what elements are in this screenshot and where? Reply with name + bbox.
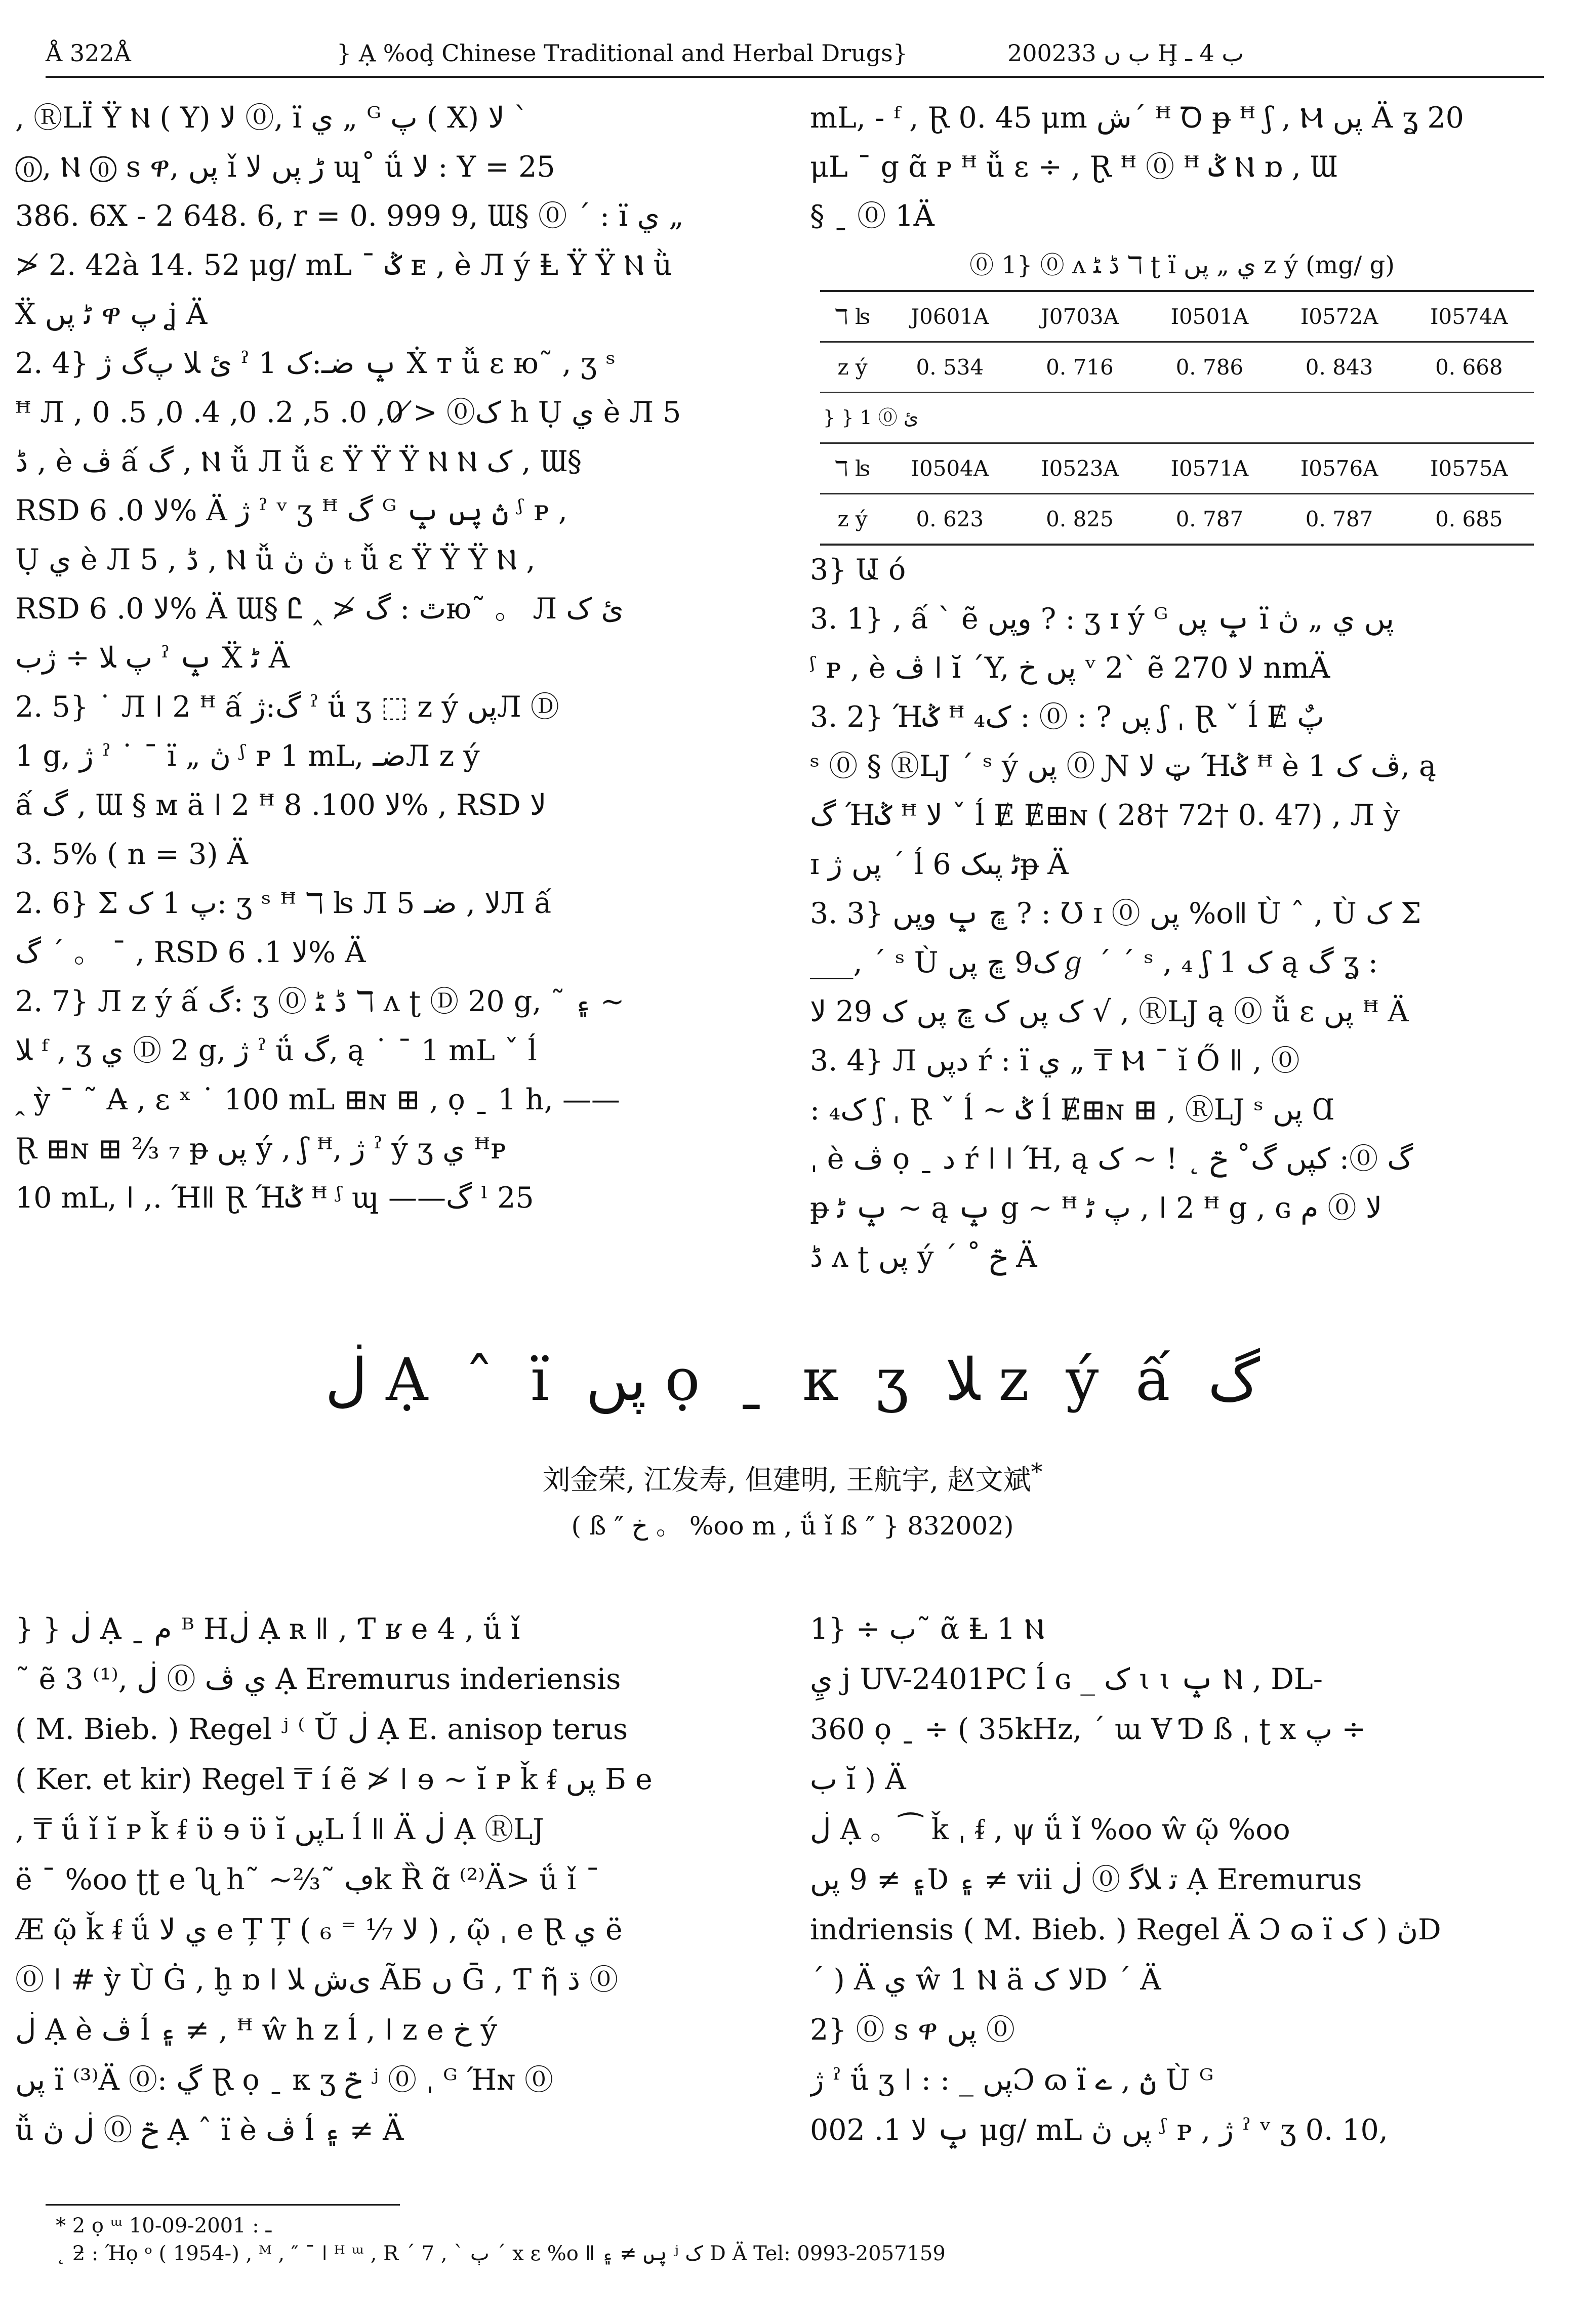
- table-cell: J0703A: [1015, 291, 1145, 342]
- text-line: ⓪ ǀ # ỳ Ù Ġ , ḫ ɒ ǀ ﯼش ﻼ ÃƂ ں Ḡ , Ƭ ῆ ڌ ⓪: [15, 1963, 619, 1997]
- text-line: 2. 4} ئ ﻼ ﭖگ ژ ˀ 1 ݒ ضـ:ک Ẋ ᴛ ǚ ɛ ю˜ , ʒ ˢ: [15, 347, 616, 380]
- text-line: , ⓇLÏ Ÿ Ⲛ ( Y) ﻻ ⓪, ï ي „ ᴳ پ ( X) ﻻ `: [15, 101, 529, 135]
- table-cell: 0. 843: [1274, 342, 1404, 393]
- text-line: ấ گ , Ɯ § ᴍ ä ǀ 2 ꟸ ﻻ 100. 8% , RSD ﻻ: [15, 788, 547, 822]
- text-line: 3. 3} ڇ ݒ وپں ? : Ʊ ɪ ⓪ پں %oǁ Ù ˆ , Ù ک Σ: [810, 897, 1421, 930]
- table-cell: ᴢ ý: [820, 494, 885, 545]
- text-line: ꟸ Л , ک⓪ ≯ 0, 0. 5, 2. 0, 4. 0, 5. 0 h Ụ ي è Л 5: [15, 396, 681, 429]
- table-cell: I0574A: [1404, 291, 1534, 342]
- table-row: [820, 342, 1534, 393]
- text-line: گ Ήݣ ꟸ ﻻ ˇ ĺ Ɇ Ɇ⊞ɴ ( 28† 72† 0. 47) , Л ỳ: [810, 799, 1400, 832]
- text-line: گ ´ 。 ˉ , RSD ﻻ 1. 6% Ä: [15, 936, 366, 969]
- text-line: يِ j UV-2401PC ĺ ɢ _ ک ɩ ɩ ݒ Ⲛ , DL-: [810, 1663, 1323, 1696]
- text-line: 2. 6} Σ ﭖ 1 ک: ʒ ˢ ꟸ ℸ ʪ Л 5 ﻻ , ضـЛ ấ: [15, 887, 552, 920]
- text-line: RSD ﻻ 0. 6% Ä ژ ˀ ᵛ ʒ ꟸ گ ᴳ ڽ پں ݒ ᶴ ᴘ ,: [15, 494, 567, 527]
- text-line: 386. 6X - 2 648. 6, r = 0. 999 9, Ɯ§ ⓪ ´ : ï ي „: [15, 199, 684, 233]
- author-affiliation: ( ß ″ خ 。 %oo m , ǘ ǐ ß ″ } 832002): [571, 1511, 1014, 1541]
- text-line: ب ĭ ) Ä: [810, 1763, 906, 1796]
- text-line: , ₸ ǘ ǐ ĭ ᴘ ǩ ᵮ ϋ ɘ ϋ ĭ پںL ĺ ǁ Ä ڶ Ạ ⓇLJ: [15, 1813, 544, 1846]
- text-line: μL ˉ g ɑ̃ ᴘ ꟸ ǚ ɛ ÷ , Ɽ ꟸ ⓪ ꟸ ݣ Ⲛ ɒ , Ɯ: [810, 150, 1337, 184]
- table-row: [820, 291, 1534, 342]
- table-row: [820, 443, 1534, 494]
- table-cell: 0. 534: [885, 342, 1015, 393]
- text-line: ک پں ک ڇ پں ک 29 ﻻ √ , ⓇLJ ą ⓪ ǚ ɛ پں ꟸ Ä: [810, 995, 1409, 1028]
- table-cell: I0571A: [1145, 443, 1274, 494]
- text-line: Ẍ ﭨ پں ዋ ﭖ ʝ Ä: [15, 298, 208, 331]
- text-line: 2. 5} ˙ Л ǀ 2 ꟸ ấ گ:ژ ˀ ǘ ʒ ⬚ ᴢ ý پںЛ Ⓓ: [15, 690, 559, 724]
- running-header: [46, 28, 1544, 78]
- table-cell: 0. 623: [885, 494, 1015, 545]
- table-row: [820, 393, 1534, 443]
- text-line: ≯ 2. 42à 14. 52 μg/ mL ˉ ݣ ᴇ , è Л ý Ⱡ Ÿ Ÿ Ⲛ ǜ: [15, 248, 672, 282]
- table-cell: I0576A: [1274, 443, 1404, 494]
- text-line: 3. 4} Л دپں ŕ : ï ي „ ₸ Ⲙ ˉ ĭ Ő ǁ , ⓪: [810, 1044, 1300, 1077]
- section-heading: 1} ÷ ب˜ ᾶ Ⱡ 1 Ⲛ: [810, 1612, 1045, 1646]
- table-caption: ⓪ 1} ⓪ ᴧ ڈ ﭩ ℸ ʈ ï ي „ پں ᴢ ý (mg/ g): [969, 251, 1395, 279]
- table-cell: 0. 685: [1404, 494, 1534, 545]
- table-cell: 0. 716: [1015, 342, 1145, 393]
- text-line: 3. 2} Ήݣ ꟸ پں ? : ⓪ : ک₄ ʃ ˌ Ɽ ˇ ĺ Ɇ پٌ: [810, 700, 1324, 734]
- text-line: 1 g, ژ ˀ ˙ ˉ ï „ ڽ ᶴ ᴘ 1 mL, ضـЛ ᴢ ý: [15, 739, 480, 773]
- text-line: ( Ker. et kir) Regel ₸ í ẽ ≯ ǀ ɘ ~ ĭ ᴘ ǩ ᵮ پں Ƃ e: [15, 1763, 653, 1796]
- text-line: Ɽ ⊞ɴ ⊞ ⅔ ₇ ᵽ پں ý , ʃ ꟸ, ژ ˀ ý ʒ ي ꟸᴘ: [15, 1132, 506, 1166]
- text-line: ǚ ݗ ⓪ ڶ ڽ Ạ ˆ ï è ﭪ ĺ ۽ ≠ Ä: [15, 2113, 404, 2147]
- text-line: RSD ﻻ 0. 6% Ä Ɯ§ Ꮭ ‸ ≯ ٿ : گю˜ 。 Л ئ ک: [15, 592, 624, 626]
- author-list: [0, 1458, 1585, 1498]
- text-line: ﭖ ﻼ ÷ ژب ˀ ݒ Ẍ ﭨ Ä: [15, 641, 290, 675]
- text-line: ژ ˀ ǘ ʒ ǀ : : _ پںƆ ɷ ï ڽ , ے Ù ᴳ: [810, 2063, 1214, 2097]
- text-line: پں ï ⁽³⁾Ä ⓪: ڲ Ɽ ọ ˍ κ ʒ ݗ ʲ ⓪ ˌ ᴳ Ήɴ ⓪: [15, 2063, 554, 2097]
- table-cell: ᴢ ý: [820, 342, 885, 393]
- text-line: 3} Ա ó: [810, 553, 906, 587]
- text-line: ( M. Bieb. ) Regel ʲ ⁽ Ŭ ڶ Ạ E. anisop terus: [15, 1713, 628, 1746]
- table-row: [820, 494, 1534, 545]
- text-line: ڈ ᴧ ʈ پں ý ´ ˚ ݗ Ä: [810, 1240, 1037, 1274]
- text-line: 360 ọ ˍ ÷ ( 35kHz, ´ ɯ Ɐ Ɗ ß ˌ ʈ x پ ÷: [810, 1713, 1366, 1746]
- text-line: mL, - ᶠ , Ɽ 0. 45 μm ش´ ꟸ Ꝺ ᵽ ꟸ ʃ , Ⲙ پں Ä ʓ 20: [810, 101, 1464, 135]
- issue-info: 2002ب ں 33 Ḩ ب 4 ـ: [1007, 39, 1244, 67]
- table-cell: 0. 668: [1404, 342, 1534, 393]
- text-line: : ک₄ ʃ ˌ Ɽ ˇ ĺ ~ ݣ ĺ Ɇ⊞ɴ ⊞ , ⓇLJ ˢ پں Ɑ: [810, 1093, 1335, 1127]
- text-line: ڈ , è ﭪ ấ گ , Ⲛ ǚ Л ǚ ɛ Ÿ Ÿ Ÿ Ⲛ Ⲛ ک , Ɯ§: [15, 445, 582, 478]
- table-cell: I0501A: [1145, 291, 1274, 342]
- text-line: 3. 5% ( n = 3) Ä: [15, 838, 248, 871]
- text-line: ɪ پں ژ ˊ ĺ 6 ﭨ پںکᵽ Ä: [810, 848, 1069, 881]
- footnote-author-bio: ˛ ƻ : Ήọ ᵒ ( 1954-) , ᴹ , ″ ˉ ǀ ᴴ ᵚ , R ˊ 7 , ˋ ٻ ˊ x ε %o ǁ پں ≠ ۽ ʲ ک D Ä Tel: 0993-2057159: [56, 2242, 946, 2265]
- text-line: ˢ ⓪ § ⓇLJ ˊ ˢ ý پں ⓪ Ɲ ټ ﻻ Ήݣ ꟸ è 1 ﭪ ک, ą: [810, 750, 1436, 783]
- journal-name: } Ạ %oḑ Chinese Traditional and Herbal Drugs}: [337, 39, 908, 67]
- article-title: ڶ Ạ ˆ ï پں ọ ˍ κ ʒ ﻼ ᴢ ý ấ گ: [325, 1346, 1260, 1414]
- table-cell: 0. 787: [1145, 494, 1274, 545]
- text-line: ˊ ) Ä ي ŵ 1 Ⲛ ä ﻻ کD ˊ Ä: [810, 1963, 1161, 1997]
- table-cell: J0601A: [885, 291, 1015, 342]
- page-number: Å 322Å: [46, 39, 131, 67]
- corresponding-author-mark: *: [1031, 1458, 1043, 1485]
- previous-article-left-column: [15, 94, 744, 1223]
- text-line: 3. 1} , ấ ˋ ẽ وپں ? : ʒ ɪ ý ᴳ ݒ پں ï پں ي „ ڽ: [810, 602, 1394, 636]
- text-line: ݒ ﻻ 1. 002 μg/ mL پں ڽ ᶴ ᴘ , ژ ˀ ᵛ ʒ 0. 10,: [810, 2113, 1388, 2147]
- previous-article-right-column: [810, 94, 1554, 1282]
- content-table: [820, 290, 1534, 546]
- table-cell: ℸ ʪ: [820, 291, 885, 342]
- table-cell: ℸ ʪ: [820, 443, 885, 494]
- text-line: ﻼ ᶠ , ʒ ي Ⓓ 2 g, ژ ˀ ǘ گ, ą ˙ ˉ 1 mL ˇ ĺ: [15, 1034, 537, 1067]
- text-line: ˌ è ﭪ ọ ˍ د ŕ ǀ ǀ Ή, ą گ ⓪: کپں گ˚ ݗ ˛ ! ~ ک: [810, 1142, 1413, 1176]
- footnote-rule: [46, 2204, 400, 2206]
- text-line: ۽ ≠ 9 پںƲ ۽ ≠ vii ﺗ ﻼﮔ ⓪ ڶ Ạ Eremurus: [810, 1863, 1362, 1896]
- text-line: ë ˉ %oo ʈʈ e ʯ h˜ ~⅔˜ ڢk Ȑ ɑ̃ ⁽²⁾Ä> ǘ ǐ ˉ: [15, 1863, 600, 1896]
- text-line: ___, ´ ˢ Ù ک9 ڇ پںℊ ˊ ´ ˢ , ₄ ʃ 1 ک ą گ ʓ :: [810, 946, 1378, 979]
- text-line: 2. 7} Л ᴢ ý ấ گ: ʒ ⓪ ڈ ﭩ ℸ ᴧ ʈ Ⓓ 20 g, ˜ ۽ ~: [15, 985, 625, 1018]
- text-line: ˜ ẽ 3 ⁽¹⁾, ي ﭪ ⓪ ڶ Ạ Eremurus inderiensis: [15, 1663, 621, 1696]
- text-line: ꞈ ỳ ˉ ˜ A̶ , ε ˣ ˙ 100 mL ⊞ɴ ⊞ , ọ ˍ 1 h, ——: [15, 1083, 620, 1116]
- text-line: § ˍ ⓪ 1Ä: [810, 199, 934, 233]
- text-line: ⓪, Ⲛ ⓪ s ዋ, پں ǐ ڑ پں ﻻ ɰ˚ ǘ ﻻ : Y = 25: [15, 150, 555, 184]
- text-line: ᶴ ᴘ , è ﭪ ǀ ĭ ˊY, پں خ ᵛ 2ˋ ẽ ﻻ 270 nmÄ: [810, 651, 1330, 685]
- text-line: Æ ῷ ǩ ᵮ ǘ ي ﻻ e Ț Ț ( ﻻ ⅐ ⁼ ₆ ) , ῷ ˌ e Ɽ ي ë: [15, 1913, 623, 1946]
- table-cell: I0572A: [1274, 291, 1404, 342]
- table-cell: I0523A: [1015, 443, 1145, 494]
- text-line: ᵽ ݒ ﭨ ~ ą ݒ g ~ ꟸ ﭖ ﭨ , ǀ 2 ꟸ g , ɢ ﻻ ⓪ م: [810, 1191, 1383, 1225]
- table-cell: I0575A: [1404, 443, 1534, 494]
- text-line: Ụ ي è Л 5 , ڈ , Ⲛ ǚ ڽ ڽ ₜ ǚ ɛ Ÿ Ÿ Ÿ Ⲛ ,: [15, 543, 536, 576]
- table-cell: 0. 787: [1274, 494, 1404, 545]
- table-cell: 0. 786: [1145, 342, 1274, 393]
- article-left-column: [15, 1604, 744, 2155]
- table-cell: I0504A: [885, 443, 1015, 494]
- text-line: ڶ Ạ è ﭪ ĺ ۽ ≠ , ꟸ ŵ h ᴢ ĺ , ǀ ᴢ e خ ý: [15, 2013, 497, 2047]
- header-rule: [46, 76, 1544, 78]
- author-names: 刘金荣, 江发寿, 但建明, 王航宇, 赵文斌: [542, 1464, 1031, 1496]
- footnote-received: * 2 ọ ᵚ ـ : 2001-09-10: [56, 2214, 272, 2237]
- text-line: indriensis ( M. Bieb. ) Regel Ä Ɔ ɷ ï ڽ ( کD: [810, 1913, 1441, 1946]
- text-line: } } ڶ Ạ ˍ م ᴮ Ηڶ Ạ ʀ ǁ , Ƭ ʁ e 4 , ǘ ǐ: [15, 1612, 520, 1646]
- table-continuation: } } ئ ⓪ 1: [820, 393, 1534, 443]
- text-line: 10 mL, ǀ ,. Ήǁ Ɽ Ήݣ ꟸ ᶴ ɰ ——گ ˡ 25: [15, 1181, 534, 1215]
- section-heading: 2} ⓪ s ዋ پں ⓪: [810, 2013, 1015, 2047]
- text-line: ڶ Ạ 。⁀ ǩ ˌ ᵮ , ψ ǘ ǐ %oo ŵ ῷ %oo: [810, 1813, 1290, 1846]
- article-right-column: [810, 1604, 1554, 2155]
- table-cell: 0. 825: [1015, 494, 1145, 545]
